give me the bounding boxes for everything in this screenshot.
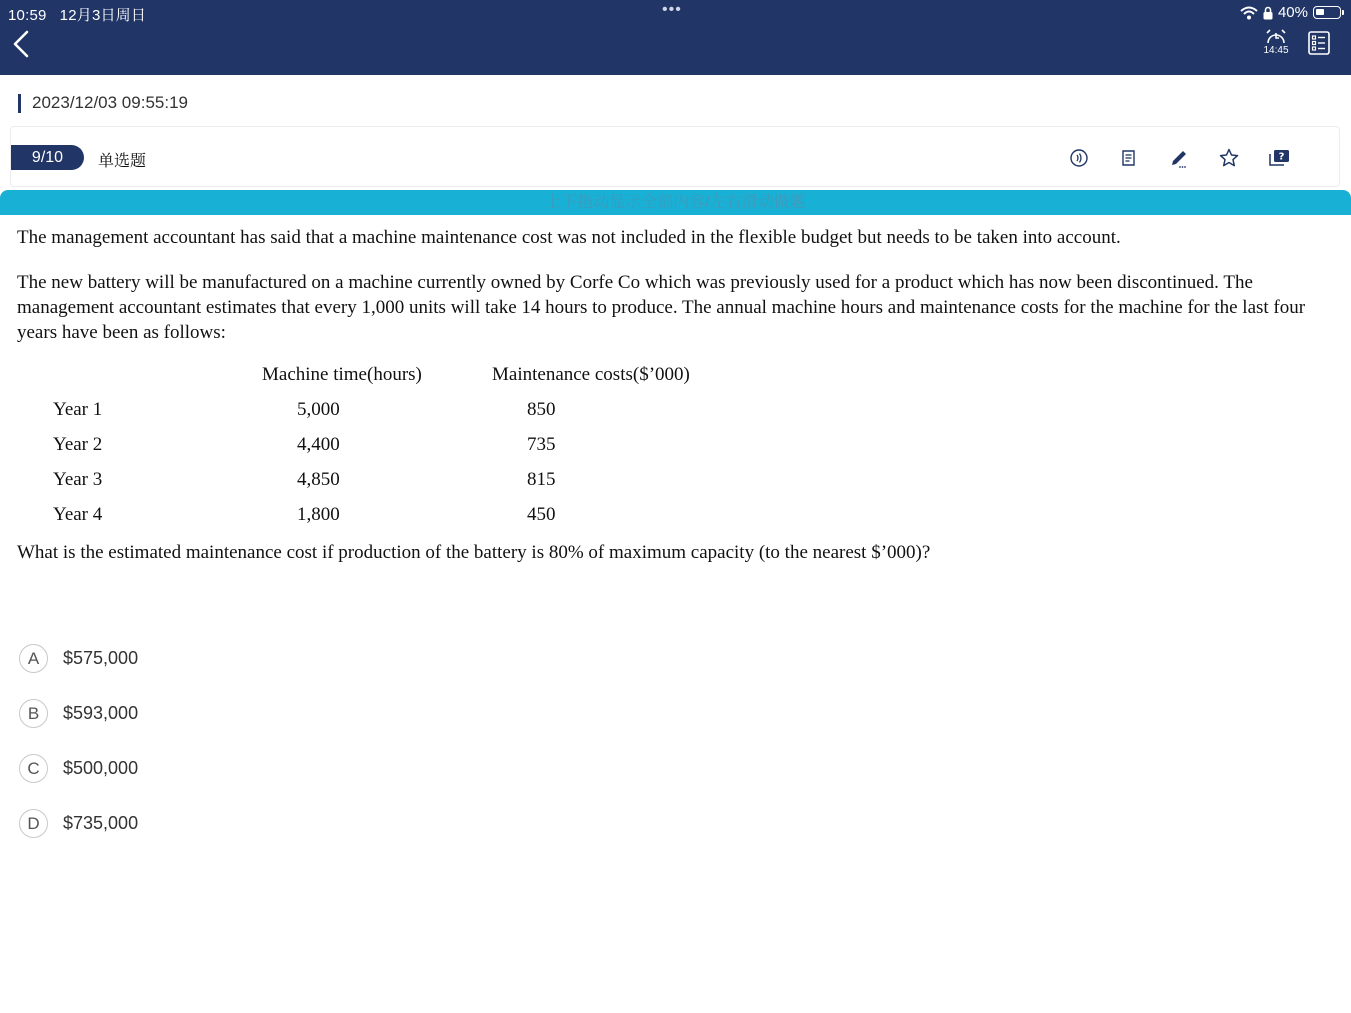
table-cell-hours: 1,800 — [297, 504, 340, 525]
back-chevron-icon[interactable] — [10, 28, 34, 60]
battery-icon — [1313, 6, 1341, 19]
option-text: $735,000 — [63, 812, 139, 833]
table-row-label: Year 1 — [53, 399, 103, 420]
question-type: 单选题 — [98, 153, 147, 170]
question-icon[interactable] — [1267, 146, 1291, 170]
table-row-label: Year 2 — [53, 434, 103, 455]
table-cell-cost: 450 — [527, 504, 556, 525]
timer-button[interactable] — [1258, 28, 1294, 58]
question-counter: 9/10 — [11, 145, 84, 170]
table-cell-cost: 850 — [527, 399, 556, 420]
edit-icon[interactable] — [1167, 146, 1191, 170]
wifi-icon — [1240, 6, 1258, 20]
swipe-hint-banner: 上下拖动显示全部内容/左右滑动做题 — [0, 190, 1351, 215]
lock-icon — [1263, 6, 1273, 20]
option-letter: A — [19, 644, 48, 673]
table-cell-hours: 5,000 — [297, 399, 340, 420]
option-letter: B — [19, 699, 48, 728]
option-letter: D — [19, 809, 48, 838]
option-text: $593,000 — [63, 702, 139, 723]
option-a[interactable] — [19, 642, 138, 674]
star-icon[interactable] — [1217, 146, 1241, 170]
question-paragraph-1: The management accountant has said that a machine maintenance cost was not included in the flexible budget but needs to be taken into account. — [17, 227, 1121, 248]
timer-value: 14:45 — [1263, 45, 1289, 56]
clock-date: 12月3日周日 — [59, 7, 147, 24]
table-row-label: Year 4 — [53, 504, 103, 525]
question-paragraph-2: The new battery will be manufactured on a machine currently owned by Corfe Co which was previously used for a product which has now been discontinued. The management accountant estimates that every 1,000 units will take 14 hours to produce. The annual machine hours and maintenance costs for the machine for the last four years have been as follows: — [17, 272, 1306, 343]
app-header — [0, 0, 1351, 75]
table-cell-hours: 4,850 — [297, 469, 340, 490]
question-prompt: What is the estimated maintenance cost if production of the battery is 80% of maximum capacity (to the nearest $’000)? — [17, 542, 931, 563]
multitask-dots[interactable]: ••• — [662, 1, 682, 18]
status-right — [1240, 4, 1341, 21]
option-letter: C — [19, 754, 48, 783]
svg-text:?: ? — [1278, 151, 1285, 163]
table-cell-hours: 4,400 — [297, 434, 340, 455]
date-accent-bar — [18, 94, 21, 113]
option-b[interactable] — [19, 697, 138, 729]
option-d[interactable] — [19, 807, 138, 839]
table-row-label: Year 3 — [53, 469, 103, 490]
alarm-clock-icon — [1265, 28, 1287, 45]
table-header-costs: Maintenance costs($’000) — [492, 364, 690, 385]
table-header-hours: Machine time(hours) — [262, 364, 422, 385]
table-cell-cost: 735 — [527, 434, 556, 455]
battery-fill — [1316, 9, 1324, 15]
status-time — [8, 4, 146, 25]
option-text: $575,000 — [63, 647, 139, 668]
option-text: $500,000 — [63, 757, 139, 778]
table-cell-cost: 815 — [527, 469, 556, 490]
session-timestamp: 2023/12/03 09:55:19 — [32, 93, 188, 112]
answer-sheet-icon[interactable] — [1308, 31, 1330, 55]
audio-icon[interactable] — [1067, 146, 1091, 170]
notes-icon[interactable] — [1117, 146, 1141, 170]
battery-percent: 40% — [1277, 4, 1308, 21]
clock-time: 10:59 — [8, 7, 47, 24]
option-c[interactable] — [19, 752, 138, 784]
